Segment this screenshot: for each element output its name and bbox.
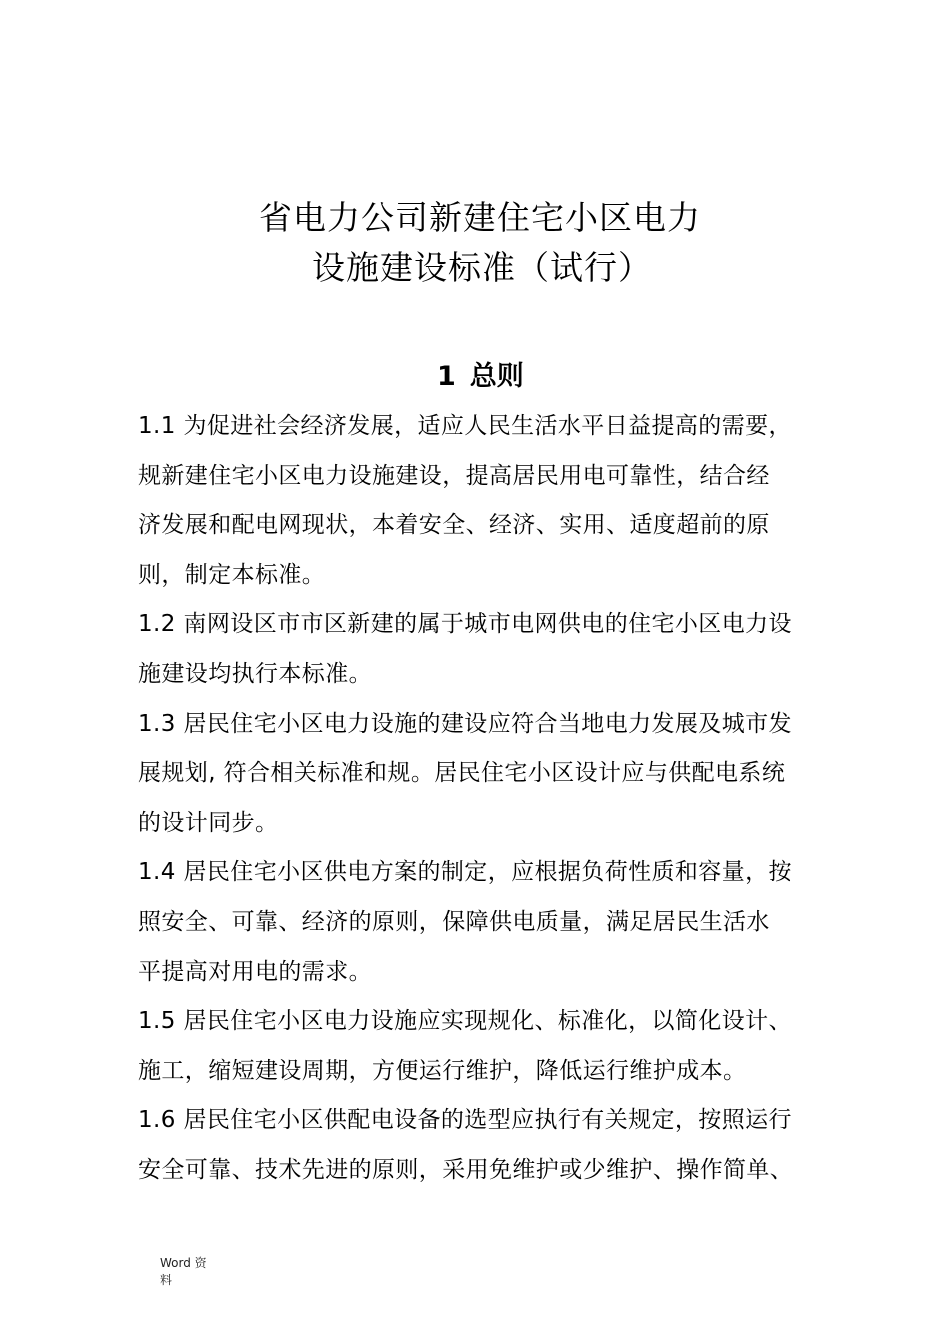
text-line: 1.5 居民住宅小区电力设施应实现规化、标准化，以简化设计、 [138,1008,792,1035]
page-footer [160,1255,207,1289]
text-line: 的设计同步。 [138,809,279,836]
text-line: 施工，缩短建设周期，方便运行维护，降低运行维护成本。 [138,1057,747,1084]
text-line: 规新建住宅小区电力设施建设，提高居民用电可靠性，结合经 [138,462,770,489]
text-line: 则，制定本标准。 [138,561,326,588]
section-heading [437,360,524,394]
text-line: 平提高对用电的需求。 [138,958,372,985]
text-line: 1.4 居民住宅小区供电方案的制定，应根据负荷性质和容量，按 [138,859,792,886]
text-line: 1.6 居民住宅小区供配电设备的选型应执行有关规定，按照运行 [138,1107,792,1134]
section-title: 总则 [469,361,524,392]
text-line: 济发展和配电网现状，本着安全、经济、实用、适度超前的原 [138,512,770,539]
text-line: 展规划, 符合相关标准和规。居民住宅小区设计应与供配电系统 [138,760,786,787]
text-line: 1.3 居民住宅小区电力设施的建设应符合当地电力发展及城市发 [138,710,792,737]
text-line: 安全可靠、技术先进的原则，采用免维护或少维护、操作简单、 [138,1156,794,1183]
text-line: 1.2 南网设区市市区新建的属于城市电网供电的住宅小区电力设 [138,611,792,638]
document-title-line-2: 设施建设标准（试行） [312,248,652,287]
body-text [138,402,828,1196]
footer-line-1: Word 资 [160,1256,207,1270]
text-line: 施建设均执行本标准。 [138,660,372,687]
text-line: 照安全、可靠、经济的原则，保障供电质量，满足居民生活水 [138,908,770,935]
footer-line-2: 料 [160,1273,173,1287]
document-title-line-1: 省电力公司新建住宅小区电力 [259,198,701,237]
section-number: 1 [437,361,456,392]
text-line: 1.1 为促进社会经济发展，适应人民生活水平日益提高的需要， [138,413,792,439]
